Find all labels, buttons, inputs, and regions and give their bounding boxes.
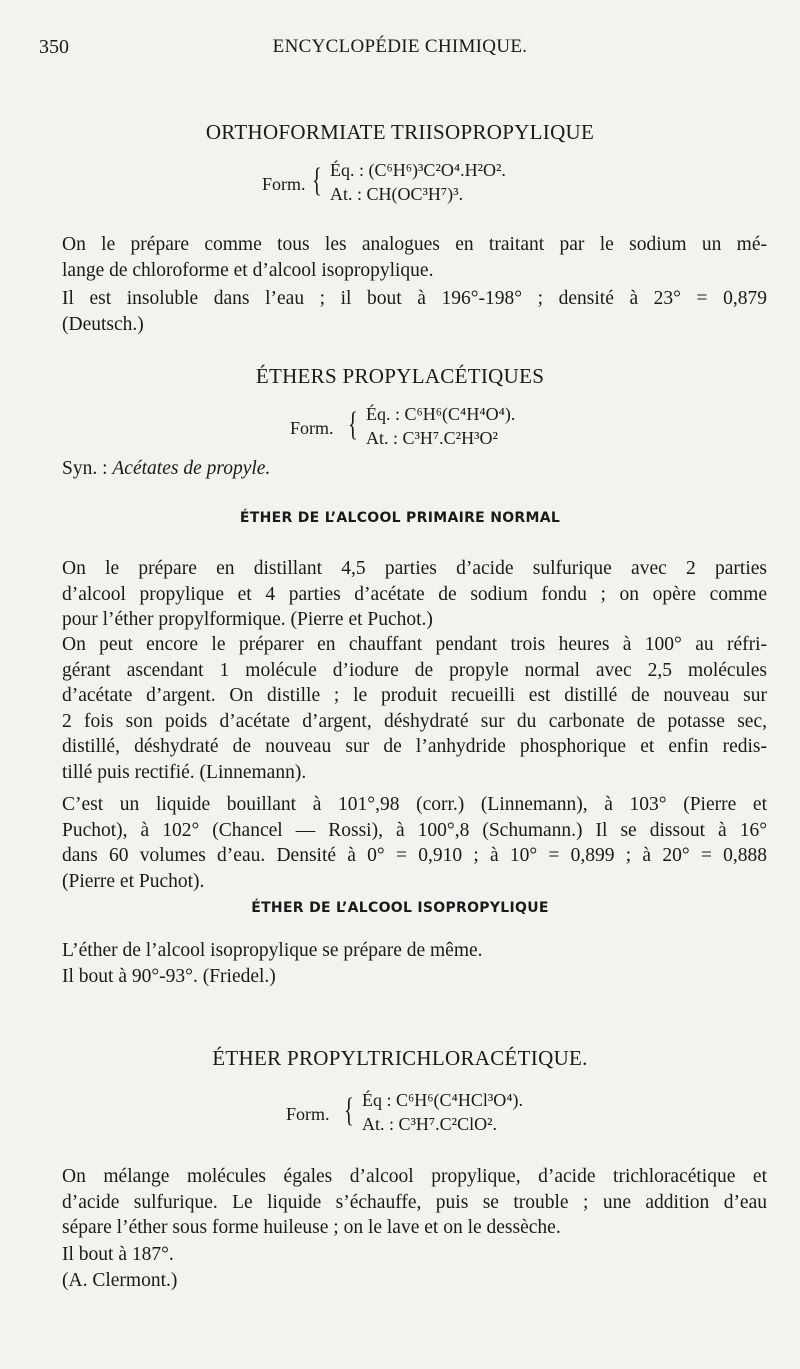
paragraph bbox=[62, 556, 767, 633]
text-line: sépare l’éther sous forme huileuse ; on le lave et on le dessèche. bbox=[62, 1217, 561, 1239]
formula-label: Form. bbox=[290, 418, 334, 438]
text-line: On mélange molécules égales d’alcool propylique, d’acide trichloracétique et bbox=[62, 1166, 767, 1187]
paragraph bbox=[62, 1164, 767, 1241]
formula-at: At. : CH(OC³H⁷)³. bbox=[330, 184, 464, 204]
text-line: On le prépare en distillant 4,5 parties d’acide sulfurique avec 2 parties bbox=[62, 558, 767, 579]
running-title: ENCYCLOPÉDIE CHIMIQUE. bbox=[272, 36, 528, 57]
section-title-trichloracetique: ÉTHER PROPYLTRICHLORACÉTIQUE. bbox=[212, 1046, 588, 1070]
section-title-propylacetiques: ÉTHERS PROPYLACÉTIQUES bbox=[255, 364, 545, 388]
text-line: distillé, déshydraté de nouveau sur de l’anhydride phosphorique et enfin redis- bbox=[62, 736, 767, 758]
brace-icon: { bbox=[344, 1092, 354, 1129]
synonym-value: Acétates de propyle. bbox=[112, 458, 271, 479]
subsection-title-isopropylique: ÉTHER DE L’ALCOOL ISOPROPYLIQUE bbox=[251, 900, 549, 916]
text-line: Il est insoluble dans l’eau ; il bout à 196°-198° ; densité à 23° = 0,879 bbox=[62, 288, 767, 309]
text-line: 2 fois son poids d’acétate d’argent, déshydraté sur du carbonate de potasse sec, bbox=[62, 710, 767, 732]
text-line: On le prépare comme tous les analogues en traitant par le sodium un mé- bbox=[62, 234, 767, 255]
page-number: 350 bbox=[39, 36, 69, 58]
brace-icon: { bbox=[348, 406, 358, 443]
text-line: Il bout à 187°. bbox=[62, 1244, 174, 1265]
text-line: On peut encore le préparer en chauffant pendant trois heures à 100° au réfri- bbox=[62, 634, 767, 655]
paragraph bbox=[62, 286, 767, 337]
text-line: Puchot), à 102° (Chancel — Rossi), à 100°,8 (Schumann.) Il se dissout à 16° bbox=[62, 819, 767, 841]
text-line: pour l’éther propylformique. (Pierre et Puchot.) bbox=[62, 609, 433, 631]
paragraph bbox=[62, 632, 767, 786]
text-line: L’éther de l’alcool isopropylique se prépare de même. bbox=[62, 940, 483, 961]
text-line: (Deutsch.) bbox=[62, 313, 144, 335]
paragraph bbox=[62, 792, 767, 894]
formula-eq: Éq : C⁶H⁶(C⁴HCl³O⁴). bbox=[362, 1090, 523, 1110]
brace-icon: { bbox=[312, 162, 322, 199]
text-line: tillé puis rectifié. (Linnemann). bbox=[62, 761, 307, 783]
paragraph bbox=[62, 232, 767, 283]
formula-at: At. : C³H⁷.C²H³O² bbox=[366, 428, 498, 448]
formula-at: At. : C³H⁷.C²ClO². bbox=[362, 1114, 497, 1134]
text-line: d’alcool propylique et 4 parties d’acétate de sodium fondu ; on opère comme bbox=[62, 583, 767, 605]
text-line: d’acétate d’argent. On distille ; le produit recueilli est distillé de nouveau sur bbox=[62, 685, 767, 707]
text-line: lange de chloroforme et d’alcool isopropylique. bbox=[62, 259, 434, 281]
text-line: d’acide sulfurique. Le liquide s’échauffe, puis se trouble ; une addition d’eau bbox=[62, 1191, 767, 1213]
text-line: Il bout à 90°-93°. (Friedel.) bbox=[62, 966, 276, 987]
text-line: C’est un liquide bouillant à 101°,98 (corr.) (Linnemann), à 103° (Pierre et bbox=[62, 794, 767, 815]
section-title-orthoformiate: ORTHOFORMIATE TRIISOPROPYLIQUE bbox=[205, 120, 595, 144]
formula-eq: Éq. : (C⁶H⁶)³C²O⁴.H²O². bbox=[330, 160, 506, 180]
synonym-label: Syn. : bbox=[62, 458, 108, 479]
formula-eq: Éq. : C⁶H⁶(C⁴H⁴O⁴). bbox=[366, 404, 516, 424]
formula-label: Form. bbox=[286, 1104, 330, 1124]
subsection-title-primaire: ÉTHER DE L’ALCOOL PRIMAIRE NORMAL bbox=[239, 510, 561, 526]
text-line: dans 60 volumes d’eau. Densité à 0° = 0,910 ; à 10° = 0,899 ; à 20° = 0,888 bbox=[62, 845, 767, 867]
text-line: (Pierre et Puchot). bbox=[62, 870, 205, 892]
formula-label: Form. bbox=[262, 174, 306, 194]
signature: (A. Clermont.) bbox=[62, 1270, 178, 1291]
text-line: gérant ascendant 1 molécule d’iodure de propyle normal avec 2,5 molécules bbox=[62, 659, 767, 681]
synonym-line bbox=[62, 458, 270, 480]
